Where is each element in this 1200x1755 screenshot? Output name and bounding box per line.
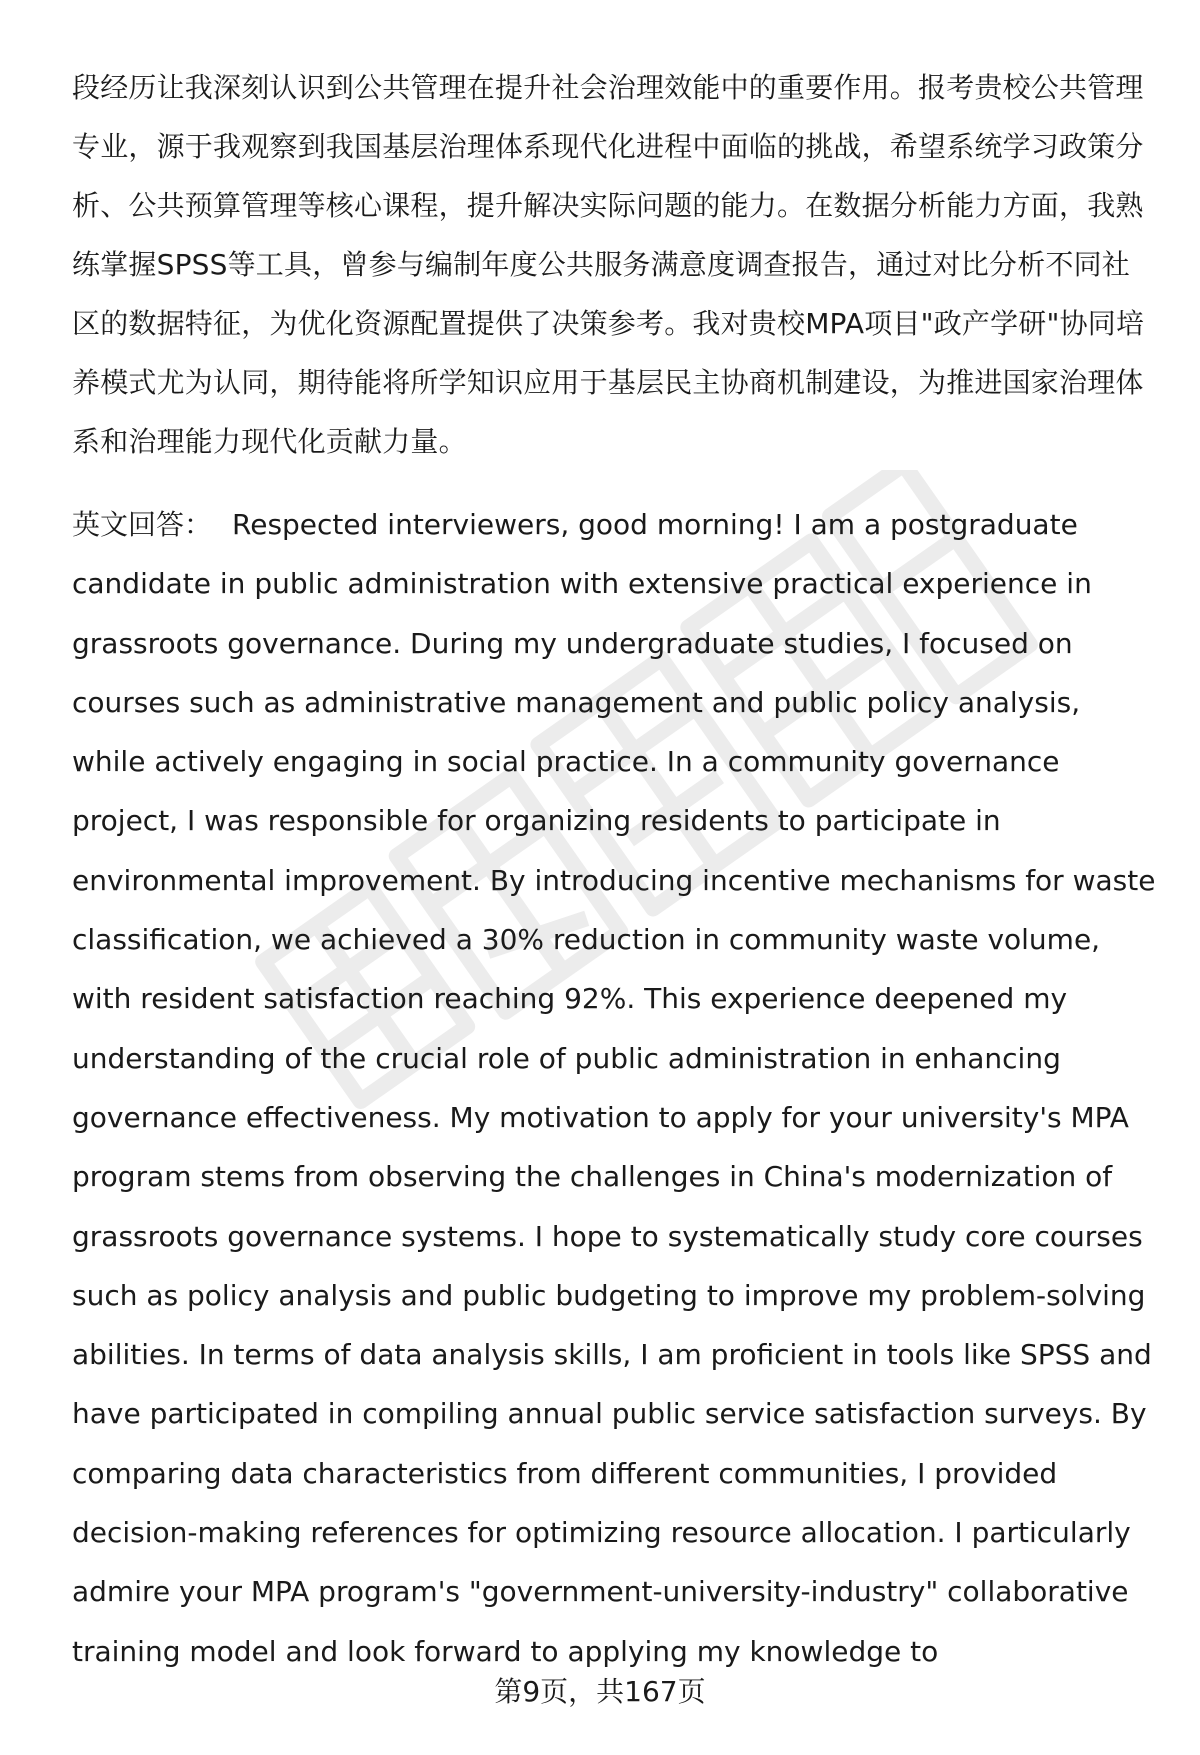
- page-number-footer: 第9页，共167页: [494, 1675, 706, 1708]
- document-body: [72, 58, 1158, 1681]
- english-answer-text: Respected interviewers, good morning! I am a postgraduate candidate in public administration with extensive practical experience in grassroots governance. During my undergraduate studies, I focused on courses such as administrative management and public policy analysis, while actively engaging in social practice. In a community governance project, I was responsible for organizing residents to participate in environmental improvement. By introducing incentive mechanisms for waste classification, we achieved a 30% reduction in community waste volume, with resident satisfaction reaching 92%. This experience deepened my understanding of the crucial role of public administration in enhancing governance effectiveness. My motivation to apply for your university's MPA program stems from observing the challenges in China's modernization of grassroots governance systems. I hope to systematically study core courses such as policy analysis and public budgeting to improve my problem-solving abilities. In terms of data analysis skills, I am proficient in tools like SPSS and have participated in compiling annual public service satisfaction surveys. By comparing data characteristics from different communities, I provided decision-making references for optimizing resource allocation. I particularly admire your MPA program's "government-university-industry" collaborative training model and look forward to applying my knowledge to: [72, 508, 1156, 1668]
- english-answer-paragraph: [72, 495, 1158, 1681]
- english-answer-label: 英文回答：: [72, 508, 213, 541]
- chinese-answer-paragraph: 段经历让我深刻认识到公共管理在提升社会治理效能中的重要作用。报考贵校公共管理专业，源于我观察到我国基层治理体系现代化进程中面临的挑战，希望系统学习政策分析、公共预算管理等核心课程，提升解决实际问题的能力。在数据分析能力方面，我熟练掌握SPSS等工具，曾参与编制年度公共服务满意度调查报告，通过对比分析不同社区的数据特征，为优化资源配置提供了决策参考。我对贵校MPA项目"政产学研"协同培养模式尤为认同，期待能将所学知识应用于基层民主协商机制建设，为推进国家治理体系和治理能力现代化贡献力量。: [72, 71, 1145, 458]
